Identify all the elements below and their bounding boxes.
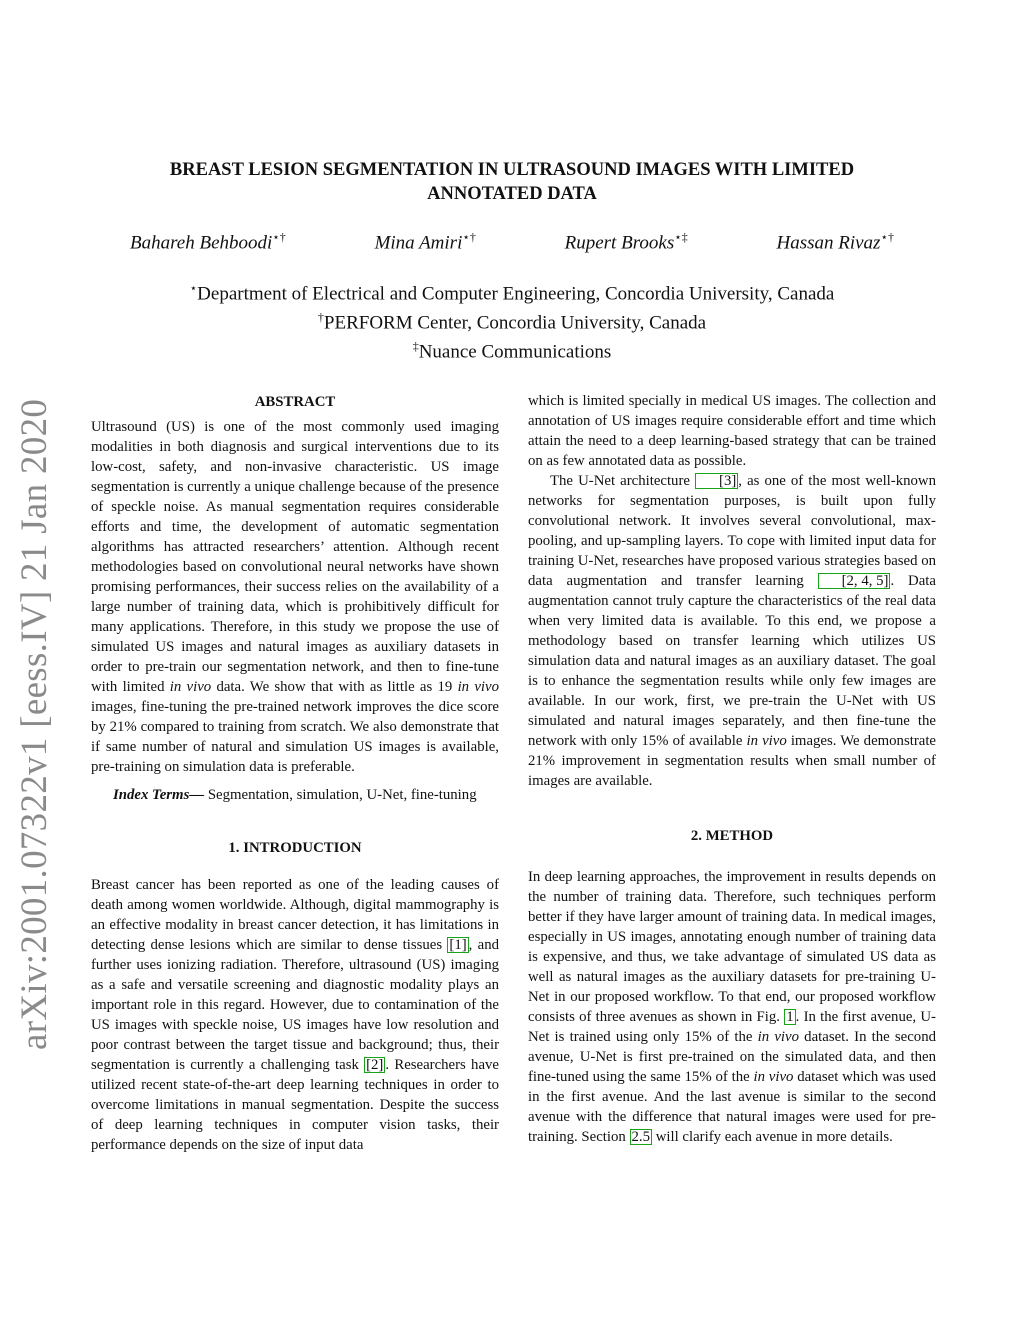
affiliations — [80, 277, 944, 363]
right-column — [528, 391, 936, 1147]
introduction-continued: which is limited specially in medical US images. The collection and annotation of US images require considerable effort and time which attain the need to a deep learning-based strategy that can be trained on as few annotated data as possible. — [528, 393, 936, 469]
left-column — [91, 391, 499, 1155]
author: Bahareh Behboodi⋆† — [130, 230, 286, 254]
citation-link[interactable]: [3] — [695, 473, 738, 489]
method-text: In deep learning approaches, the improvement in results depends on the number of training data. Therefore, such techniques perform better if they have larger amount of training data. In medical images, especially in US images, annotating enough number of training data is expensive, and thus, we take advantage of simulated US data as well as natural images as the auxiliary datasets for pre-training U-Net in our proposed workflow. To that end, our proposed workflow consists of three avenues as shown in Fig. 1 . In the first avenue, U-Net is trained using only 15% of the in vivo dataset. In the second avenue, U-Net is first pre-trained on the simulated data, and then fine-tuned using the same 15% of the in vivo dataset which was used in the first avenue. And the last avenue is similar to the second avenue with the difference that natural images were used for pre-training. Section 2.5 will clarify each avenue in more details. — [528, 869, 936, 1145]
author: Mina Amiri⋆† — [374, 230, 476, 254]
abstract-heading: ABSTRACT — [254, 394, 336, 410]
abstract-text: Ultrasound (US) is one of the most commonly used imaging modalities in both diagnosis and surgical interventions due to its low-cost, safety, and non-invasive characteristic. US image segmentation is currently a unique challenge because of the presence of speckle noise. As manual segmentation requires considerable efforts and time, the development of automatic segmentation algorithms has attracted researchers’ attention. Although recent methodologies based on convolutional neural networks have shown promising performances, their success relies on the availability of a large number of training data, which is prohibitively difficult for many applications. Therefore, in this study we propose the use of simulated US images and natural images as auxiliary datasets in order to pre-train our segmentation network, and then to fine-tune with limited in vivo data. We show that with as little as 19 in vivo images, fine-tuning the pre-trained network improves the dice score by 21% compared to training from scratch. We also demonstrate that if same number of natural and simulation US images is available, pre-training on simulation data is preferable. — [91, 419, 499, 775]
figure-link[interactable]: 1 — [786, 1009, 794, 1025]
citation-link[interactable]: [2, 4, 5] — [818, 573, 891, 589]
citation-link[interactable]: [2] — [366, 1057, 384, 1073]
arxiv-identifier-stamp: arXiv:2001.07322v1 [eess.IV] 21 Jan 2020 — [14, 398, 55, 1050]
title-line-2: ANNOTATED DATA — [427, 184, 597, 204]
index-terms: Index Terms— Segmentation, simulation, U-Net, fine-tuning — [113, 787, 477, 803]
paper-title — [80, 158, 944, 206]
title-line-1: BREAST LESION SEGMENTATION IN ULTRASOUND IMAGES WITH LIMITED — [169, 160, 855, 180]
affiliation: ⋆Department of Electrical and Computer Engineering, Concordia University, Canada — [189, 281, 835, 305]
author-list — [130, 230, 894, 254]
affiliation: ‡Nuance Communications — [412, 338, 612, 362]
affiliation: †PERFORM Center, Concordia University, Canada — [317, 309, 707, 334]
unet-paragraph: The U-Net architecture [3] , as one of the most well-known networks for segmentation purposes, is built upon fully convolutional network. It involves several convolutional, max-pooling, and up-sampling layers. To cope with limited input data for training U-Net, researches have proposed various strategies based on data augmentation and transfer learning [2, 4, 5] . Data augmentation cannot truly capture the characteristics of the real data when very limited data is available. To this end, we propose a methodology based on transfer learning which utilizes US simulation data and natural images as an auxiliary dataset. The goal is to enhance the segmentation results while only few images are available. In our work, first, we pre-train the U-Net with US simulated and natural images separately, and then fine-tune the network with only 15% of available in vivo images. We demonstrate 21% improvement in segmentation results when small number of images are available. — [528, 473, 937, 789]
introduction-heading: 1. INTRODUCTION — [228, 840, 362, 856]
introduction-text: Breast cancer has been reported as one of the leading causes of death among women worldwide. Although, digital mammography is an effective modality in breast cancer detection, it has limitations in detecting dense lesions which are similar to dense tissues [1] , and further uses ionizing radiation. Therefore, ultrasound (US) imaging as a safe and versatile screening and diagnostic modality plays an important role in this regard. However, due to contamination of the US images with speckle noise, US images have low resolution and poor contrast between the target tissue and background; thus, their segmentation is currently a challenging task [2] . Researchers have utilized recent state-of-the-art deep learning techniques in order to overcome limitations in manual segmentation. Despite the success of deep learning techniques in computer vision tasks, their performance depends on the size of input data — [91, 877, 500, 1153]
citation-link[interactable]: [1] — [449, 937, 467, 953]
section-link[interactable]: 2.5 — [631, 1129, 651, 1145]
author: Hassan Rivaz⋆† — [776, 230, 894, 254]
author: Rupert Brooks⋆‡ — [564, 230, 688, 254]
method-heading: 2. METHOD — [690, 828, 774, 844]
